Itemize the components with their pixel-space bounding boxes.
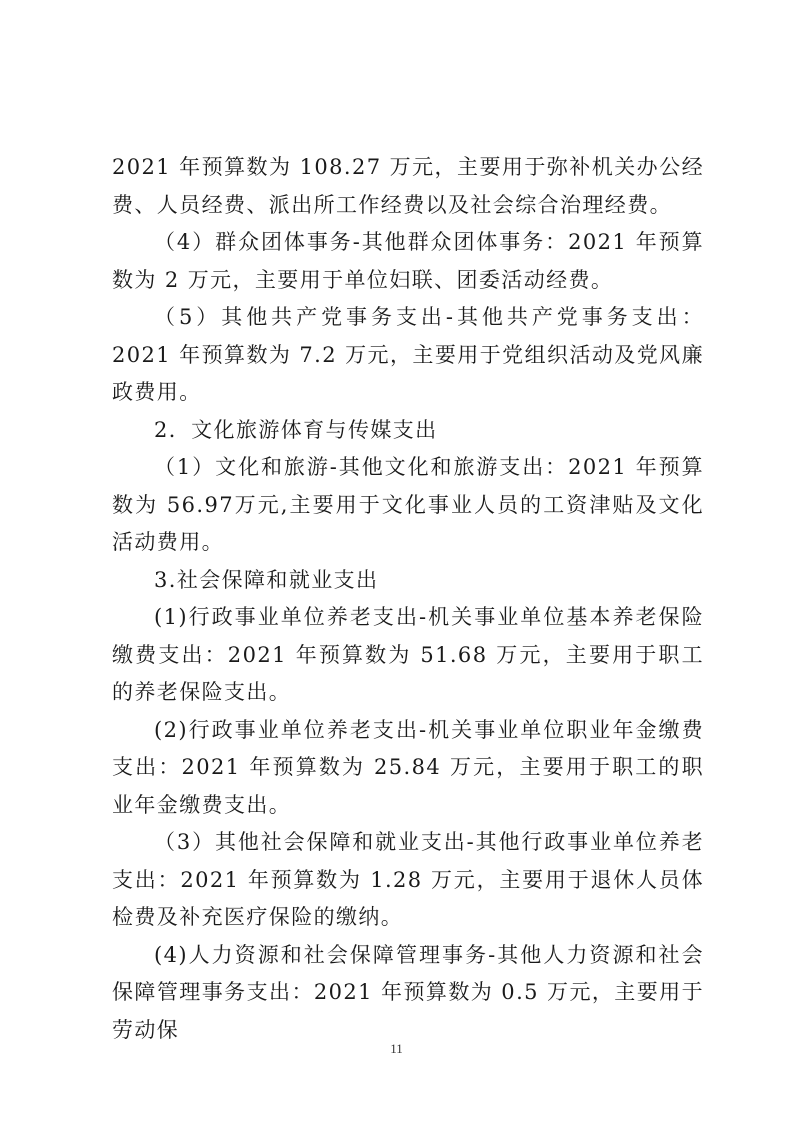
paragraph-occupational-annuity: (2)行政事业单位养老支出-机关事业单位职业年金缴费支出：2021 年预算数为 25.84 万元，主要用于职工的职业年金缴费支出。 (112, 717, 704, 817)
body-text (112, 149, 704, 1049)
paragraph-party-affairs: （5）其他共产党事务支出-其他共产党事务支出：2021 年预算数为 7.2 万元，主要用于党组织活动及党风廉政费用。 (112, 305, 704, 404)
paragraph-hr-social-security: (4)人力资源和社会保障管理事务-其他人力资源和社会保障管理事务支出：2021 年预算数为 0.5 万元，主要用于劳动保 (112, 942, 704, 1042)
section-heading-social-security: 3.社会保障和就业支出 (154, 567, 379, 592)
paragraph-mass-organization: （4）群众团体事务-其他群众团体事务：2021 年预算数为 2 万元，主要用于单位妇联、团委活动经费。 (112, 230, 704, 292)
page-number: 11 (390, 1041, 403, 1056)
section-heading-culture: 2．文化旅游体育与传媒支出 (154, 417, 438, 442)
paragraph-other-pension: （3）其他社会保障和就业支出-其他行政事业单位养老支出：2021 年预算数为 1.28 万元，主要用于退休人员体检费及补充医疗保险的缴纳。 (112, 830, 704, 929)
paragraph-culture-tourism: （1）文化和旅游-其他文化和旅游支出：2021 年预算数为 56.97万元,主要用于文化事业人员的工资津贴及文化活动费用。 (112, 455, 704, 554)
paragraph-basic-pension: (1)行政事业单位养老支出-机关事业单位基本养老保险缴费支出：2021 年预算数为 51.68 万元，主要用于职工的养老保险支出。 (112, 605, 704, 704)
paragraph-continuation: 2021 年预算数为 108.27 万元，主要用于弥补机关办公经费、人员经费、派出所工作经费以及社会综合治理经费。 (112, 155, 704, 217)
